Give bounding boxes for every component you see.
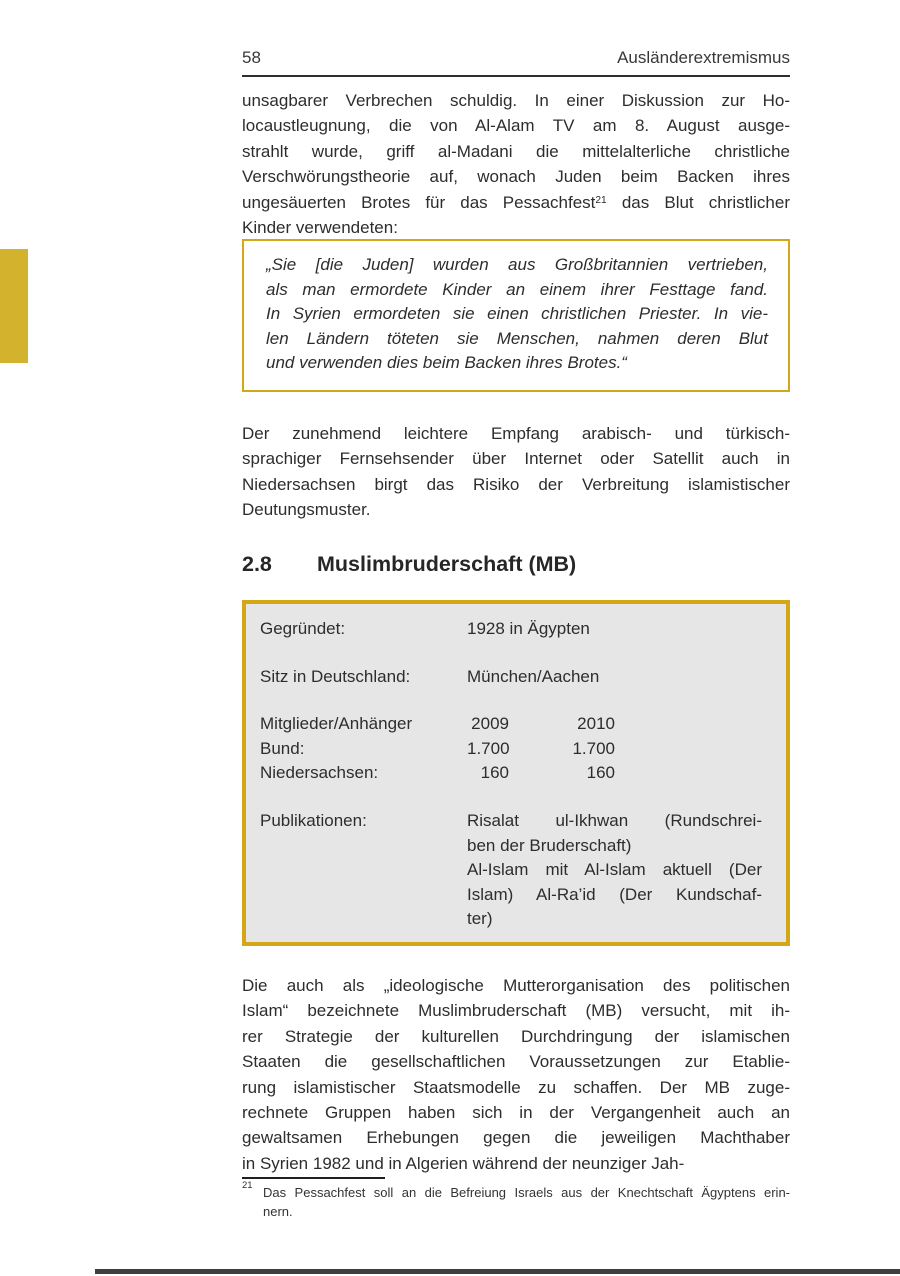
page-header — [242, 48, 790, 77]
text-line: Risalat ul-Ikhwan (Rundschrei- — [467, 810, 762, 830]
publications-value — [467, 809, 762, 932]
bund-2009-value: 1.700 — [467, 738, 510, 758]
publications-label: Publikationen: — [260, 810, 367, 830]
text-line: rechnete Gruppen haben sich in der Vergangenheit auch an — [242, 1103, 790, 1123]
text-line: als man ermordete Kinder an einem ihrer Festtage fand. — [266, 279, 768, 299]
fact-row-publications — [260, 809, 762, 932]
text-line: locaustleugnung, die von Al-Alam TV am 8. August ausge- — [242, 116, 790, 136]
members-row-niedersachsen — [260, 761, 762, 786]
quote-box — [242, 239, 790, 392]
text-line: ter) — [467, 909, 493, 929]
text-line: Das Pessachfest soll an die Befreiung Israels aus der Knechtschaft Ägyptens erin- — [263, 1185, 790, 1200]
text-line: Verschwörungstheorie auf, wonach Juden beim Backen ihres — [242, 167, 790, 187]
body-paragraph-mb — [242, 973, 790, 1176]
chapter-tab-marker — [0, 249, 28, 363]
text-line: „Sie [die Juden] wurden aus Großbritannien vertrieben, — [266, 255, 768, 274]
fact-value-seat: München/Aachen — [467, 666, 600, 686]
section-title: Muslimbruderschaft (MB) — [317, 552, 577, 576]
text-line: strahlt wurde, griff al-Madani die mittelalterliche christliche — [242, 141, 790, 161]
niedersachsen-2010-value: 160 — [586, 763, 615, 783]
footnote-text — [263, 1184, 790, 1221]
text-line: sprachiger Fernsehsender über Internet oder Satellit auch in — [242, 449, 790, 469]
text-line: nern. — [263, 1203, 293, 1219]
year-column-2010: 2010 — [577, 714, 615, 734]
running-head-chapter-title: Ausländerextremismus — [617, 48, 790, 67]
text-line: in Syrien 1982 und in Algerien während der neunziger Jah- — [242, 1153, 685, 1173]
bund-label: Bund: — [260, 738, 305, 758]
text-line: Der zunehmend leichtere Empfang arabisch- und türkisch- — [242, 424, 790, 443]
fact-label-seat: Sitz in Deutschland: — [260, 666, 411, 686]
members-header-row — [260, 712, 762, 737]
body-paragraph-media — [242, 421, 790, 523]
year-column-2009: 2009 — [471, 714, 509, 734]
text-line: Die auch als „ideologische Mutterorganisation des politischen — [242, 976, 790, 995]
text-line: In Syrien ermordeten sie einen christlichen Priester. In vie- — [266, 304, 768, 323]
text-line: Kinder verwendeten: — [242, 218, 398, 238]
text-line: Deutungsmuster. — [242, 500, 371, 520]
text-line: Islam) Al-Ra’id (Der Kundschaf- — [467, 884, 762, 904]
quote-text — [266, 253, 768, 376]
fact-row-founded — [260, 617, 762, 642]
footnote-reference: 21 — [595, 194, 607, 206]
fact-label-founded: Gegründet: — [260, 619, 346, 638]
text-line: rer Strategie der kulturellen Durchdringung der islamischen — [242, 1026, 790, 1046]
members-row-bund — [260, 737, 762, 762]
text-line: gewaltsamen Erhebungen gegen die jeweiligen Machthaber — [242, 1128, 790, 1148]
text-line: unsagbarer Verbrechen schuldig. In einer Diskussion zur Ho- — [242, 91, 790, 110]
page-number: 58 — [242, 48, 261, 67]
fact-row-seat — [260, 665, 762, 690]
niedersachsen-2009-value: 160 — [480, 763, 509, 783]
text-line: len Ländern töteten sie Menschen, nahmen deren Blut — [266, 328, 768, 348]
section-number: 2.8 — [242, 552, 272, 576]
body-paragraph-holocaust — [242, 88, 790, 240]
text-line: ben der Bruderschaft) — [467, 835, 632, 855]
niedersachsen-label: Niedersachsen: — [260, 763, 379, 783]
footnote: 21 Das Pessachfest soll an die Befreiung Israels aus der Knechtschaft Ägyptens erin- nern. — [242, 1184, 790, 1221]
text-line: Islam“ bezeichnete Muslimbruderschaft (MB) versucht, mit ih- — [242, 1001, 790, 1021]
text-line: Niedersachsen birgt das Risiko der Verbreitung islamistischer — [242, 474, 790, 494]
section-heading — [242, 552, 790, 577]
fact-box — [242, 600, 790, 946]
members-table — [260, 712, 762, 786]
text-line: rung islamistischer Staatsmodelle zu schaffen. Der MB zuge- — [242, 1077, 790, 1097]
members-label: Mitglieder/Anhänger — [260, 714, 413, 734]
text-line: und verwenden dies beim Backen ihres Brotes.“ — [266, 353, 627, 372]
text-line: Staaten die gesellschaftlichen Voraussetzungen zur Etablie- — [242, 1052, 790, 1072]
text-line: Al-Islam mit Al-Islam aktuell (Der — [467, 860, 762, 880]
text-line: ungesäuerten Brotes für das Pessachfest$^{21}$ das Blut christlicher — [242, 192, 790, 212]
footnote-separator-rule — [242, 1177, 385, 1179]
bund-2010-value: 1.700 — [572, 738, 615, 758]
page-bottom-edge-bar — [95, 1269, 900, 1274]
fact-value-founded: 1928 in Ägypten — [467, 619, 590, 638]
